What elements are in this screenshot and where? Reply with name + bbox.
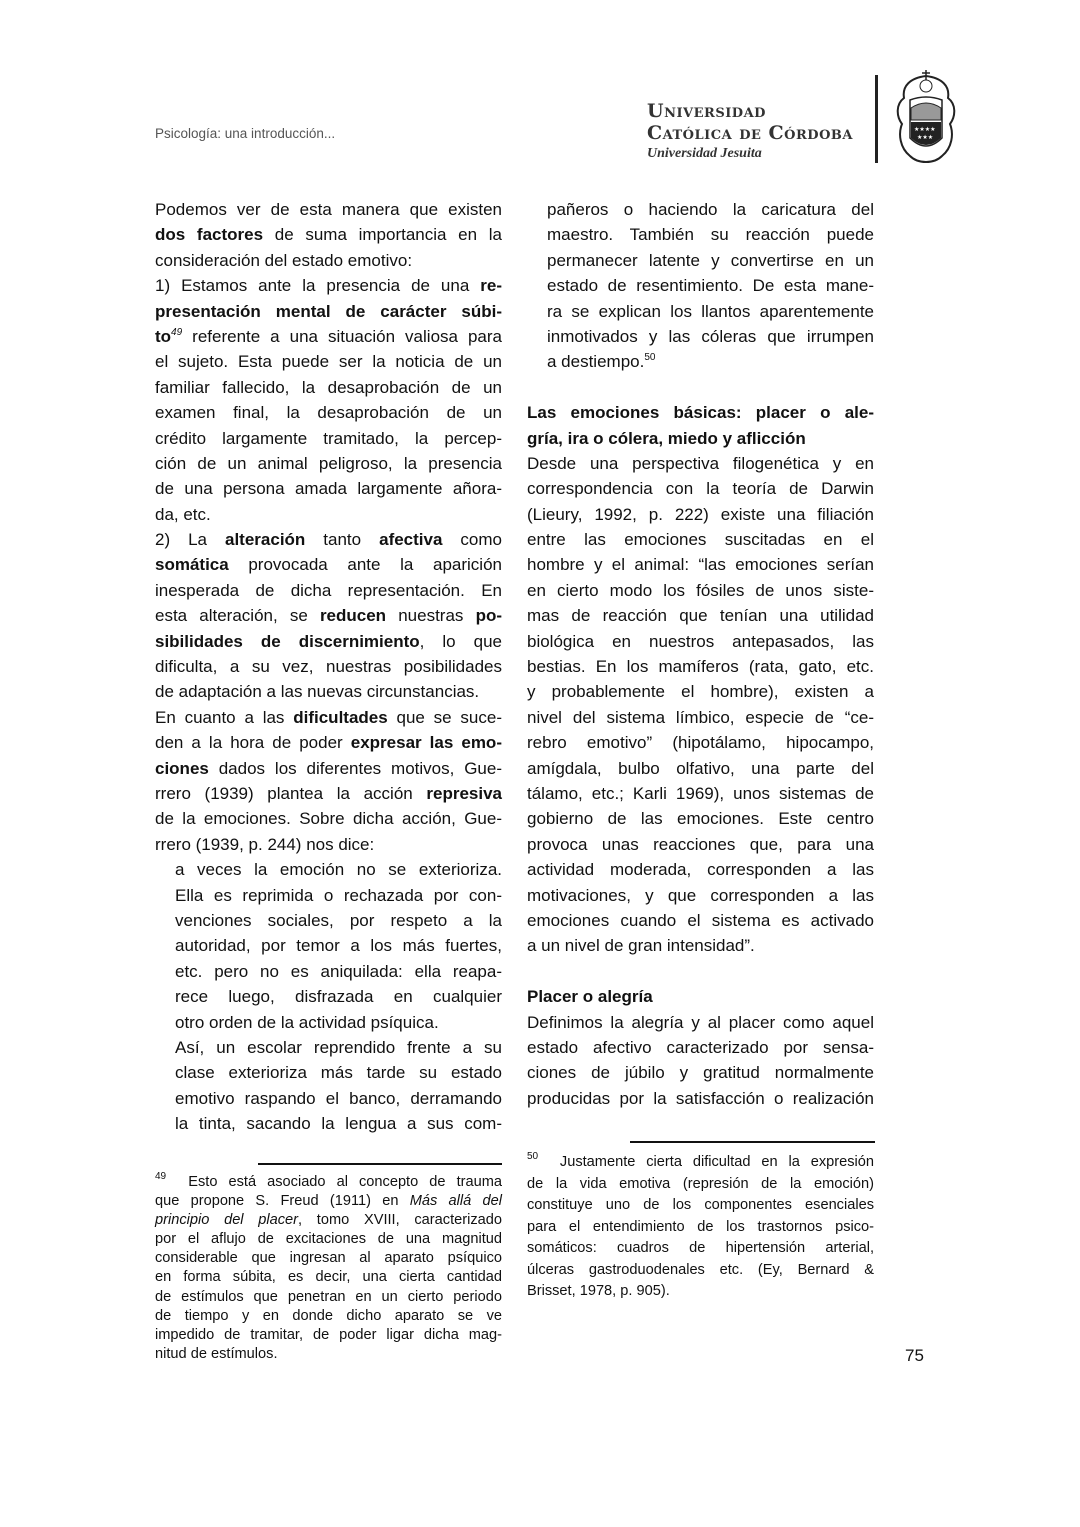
text-line xyxy=(155,552,502,577)
text-run: que se suce- xyxy=(387,707,502,727)
text-line xyxy=(155,400,502,425)
text-line xyxy=(155,197,502,222)
text-run: rece luego, disfrazada en cualquier xyxy=(175,987,502,1007)
text-run: venciones sociales, por respeto a la xyxy=(175,910,502,930)
running-title: Psicología: una introducción... xyxy=(155,126,336,141)
text-line xyxy=(527,426,874,451)
text-line xyxy=(155,781,502,806)
text-run: emotivo raspando el banco, derramando xyxy=(175,1088,502,1108)
text-line xyxy=(527,1152,874,1174)
text-line xyxy=(527,1238,874,1260)
text-run: , lo que xyxy=(419,631,502,651)
text-line xyxy=(527,527,874,552)
text-run: de suma importancia en la xyxy=(263,225,503,245)
svg-text:★★★: ★★★ xyxy=(917,134,934,141)
text-run: nuestras xyxy=(386,606,476,626)
text-run: familiar fallecido, la desaprobación de un xyxy=(155,377,502,397)
text-run: gría, ira o cólera, miedo y aflicción xyxy=(527,428,806,448)
paragraph xyxy=(155,273,502,527)
text-line xyxy=(155,1268,502,1287)
text-run: estado afectivo caracterizado por sensa- xyxy=(527,1037,874,1057)
footnote-ref: 50 xyxy=(527,1151,539,1162)
text-run: provoca unas reacciones que, para una xyxy=(527,834,874,854)
text-line xyxy=(155,756,502,781)
text-line xyxy=(527,933,874,958)
text-run: Brisset, 1978, p. 905). xyxy=(527,1283,670,1299)
text-line xyxy=(155,1288,502,1307)
text-line xyxy=(155,1345,502,1364)
university-wordmark xyxy=(647,100,853,162)
text-line xyxy=(527,1217,874,1239)
bold-text: represiva xyxy=(426,783,502,803)
text-line xyxy=(155,426,502,451)
text-run: de una persona amada largamente añora- xyxy=(155,479,502,499)
text-line xyxy=(527,1010,874,1035)
text-run: permanecer latente y convertirse en un xyxy=(547,250,874,270)
text-run: en cierto modo los fósiles de unos siste- xyxy=(527,580,874,600)
text-line xyxy=(527,1174,874,1196)
footnote-ref: 49 xyxy=(155,1171,167,1182)
text-run: den a la hora de poder xyxy=(155,733,351,753)
text-line xyxy=(527,1060,874,1085)
text-run: mas de reacción que tenían una utilidad xyxy=(527,606,874,626)
text-run: Definimos la alegría y al placer como aquel xyxy=(527,1012,874,1032)
text-line xyxy=(155,654,502,679)
text-run: inmotivados y las cóleras que irrumpen xyxy=(547,326,874,346)
text-line xyxy=(155,1211,502,1230)
section-heading xyxy=(527,984,874,1009)
text-run: Las emociones básicas: placer o ale- xyxy=(527,403,874,423)
text-run: 1) Estamos ante la presencia de una xyxy=(155,276,481,296)
text-run: 2) La xyxy=(155,530,225,550)
text-run: producidas por la satisfacción o realización xyxy=(527,1088,874,1108)
text-line xyxy=(527,603,874,628)
footnote-ref: 49 xyxy=(171,326,183,338)
paragraph xyxy=(527,1010,874,1112)
text-run: maestro. También su reacción puede xyxy=(547,225,874,245)
text-run: constituye uno de los componentes esenciales xyxy=(527,1197,874,1213)
text-run: y probablemente el hombre), existen a xyxy=(527,682,874,702)
bold-text: presentación mental de carácter súbi- xyxy=(155,301,502,321)
text-run: consideración del estado emotivo: xyxy=(155,250,413,270)
text-line xyxy=(155,959,502,984)
text-line xyxy=(527,349,874,374)
text-line xyxy=(155,527,502,552)
text-line xyxy=(155,1249,502,1268)
italic-text: Más allá del xyxy=(409,1193,503,1210)
text-run: gobierno de las emociones. Este centro xyxy=(527,809,874,829)
text-run: dados los diferentes motivos, Gue- xyxy=(208,758,502,778)
bold-text: expresar las emo- xyxy=(350,733,502,753)
text-line xyxy=(155,1326,502,1345)
bold-text: to xyxy=(155,326,172,346)
text-run: , tomo XVIII, caracterizado xyxy=(298,1212,502,1229)
text-line xyxy=(527,908,874,933)
text-line xyxy=(527,273,874,298)
text-line xyxy=(155,1060,502,1085)
text-run: de la emociones. Sobre dicha acción, Gue- xyxy=(155,809,502,829)
text-line xyxy=(527,705,874,730)
text-line xyxy=(155,502,502,527)
text-run: biológica en nuestros antepasados, las xyxy=(527,631,874,651)
bold-text: re- xyxy=(480,276,502,296)
text-run: Así, un escolar reprendido frente a su xyxy=(175,1037,502,1057)
text-run: para el entendimiento de los trastornos psico- xyxy=(527,1218,874,1235)
text-line xyxy=(155,222,502,247)
text-line xyxy=(527,197,874,222)
text-line xyxy=(155,1086,502,1111)
bold-text: reducen xyxy=(319,606,387,626)
text-run: examen final, la desaprobación de un xyxy=(155,403,502,423)
text-run: impedido de tramitar, de poder ligar dicha mag- xyxy=(155,1326,502,1343)
text-run: (Lieury, 1992, p. 222) existe una filiación xyxy=(527,504,874,524)
bold-text: afectiva xyxy=(379,530,443,550)
text-line xyxy=(155,273,502,298)
text-run: ción de un animal peligroso, la presencia xyxy=(155,453,502,473)
text-run: motivaciones, y que corresponden a las xyxy=(527,885,874,905)
text-run: nitud de estímulos. xyxy=(155,1345,278,1362)
text-line xyxy=(155,451,502,476)
text-line xyxy=(527,730,874,755)
university-tagline: Universidad Jesuita xyxy=(647,146,762,161)
university-name-line1: Universidad xyxy=(647,100,766,122)
text-line xyxy=(527,806,874,831)
text-line xyxy=(155,375,502,400)
text-run: tálamo, etc.; Karli 1969), unos sistemas de xyxy=(527,783,874,803)
text-run: clase exterioriza más tarde su estado xyxy=(175,1063,502,1083)
text-run: a un nivel de gran intensidad”. xyxy=(527,936,755,956)
text-run: da, etc. xyxy=(155,504,211,524)
text-run: Ella es reprimida o rechazada por con- xyxy=(175,885,502,905)
text-line xyxy=(527,299,874,324)
footnote-rule-right xyxy=(630,1141,875,1143)
text-run: nivel del sistema límbico, especie de “ce- xyxy=(527,707,874,727)
right-column xyxy=(527,197,874,1111)
block-quote xyxy=(155,857,502,1035)
footnote-ref: 50 xyxy=(644,352,656,364)
text-line xyxy=(155,730,502,755)
text-line xyxy=(527,222,874,247)
svg-text:★★★★: ★★★★ xyxy=(914,126,936,133)
text-run: etc. pero no es aniquilada: ella reapa- xyxy=(175,961,502,981)
bold-text: po- xyxy=(475,606,502,626)
text-line xyxy=(527,400,874,425)
text-run: bestias. En los mamíferos (rata, gato, etc. xyxy=(527,657,874,677)
text-run: referente a una situación valiosa para xyxy=(182,326,502,346)
text-run: considerable que ingresan al aparato psíquico xyxy=(155,1250,502,1267)
text-run: a destiempo. xyxy=(547,352,645,372)
text-run: Podemos ver de esta manera que existen xyxy=(155,200,502,219)
text-line xyxy=(155,933,502,958)
text-line xyxy=(527,1195,874,1217)
text-line xyxy=(155,806,502,831)
text-run: úlceras gastroduodenales etc. (Ey, Bernard & xyxy=(527,1261,874,1278)
text-line xyxy=(527,629,874,654)
text-run: tanto xyxy=(305,530,380,550)
text-run: actividad moderada, corresponden a las xyxy=(527,860,874,880)
text-line xyxy=(527,248,874,273)
bold-text: dificultades xyxy=(293,707,388,727)
text-line xyxy=(155,1035,502,1060)
text-line xyxy=(527,324,874,349)
text-line xyxy=(155,1111,502,1136)
text-line xyxy=(527,1035,874,1060)
text-run: dificulta, a su vez, nuestras posibilidades xyxy=(155,657,502,677)
text-line xyxy=(155,984,502,1009)
text-run: ciones de júbilo y gratitud normalmente xyxy=(527,1063,874,1083)
text-run: otro orden de la actividad psíquica. xyxy=(175,1012,439,1032)
text-run: amígdala, bulbo olfativo, una parte del xyxy=(527,758,874,778)
text-line xyxy=(527,654,874,679)
text-line xyxy=(527,857,874,882)
text-line xyxy=(527,832,874,857)
text-line xyxy=(527,781,874,806)
text-run: en forma súbita, es decir, una cierta cantidad xyxy=(155,1269,502,1286)
text-run: rebro emotivo” (hipotálamo, hipocampo, xyxy=(527,733,874,753)
text-run: ra se explican los llantos aparentemente xyxy=(547,301,874,321)
text-line xyxy=(155,705,502,730)
page-number: 75 xyxy=(905,1346,924,1365)
text-line xyxy=(527,756,874,781)
section-heading xyxy=(527,400,874,451)
left-column xyxy=(155,197,502,1136)
paragraph xyxy=(155,705,502,857)
bold-text: somática xyxy=(155,555,229,575)
bold-text: sibilidades de discernimiento xyxy=(155,631,420,651)
text-run: de la vida emotiva (represión de la emoción) xyxy=(527,1175,874,1192)
text-line xyxy=(155,1192,502,1211)
text-run: como xyxy=(442,530,502,550)
text-line xyxy=(527,984,874,1009)
text-run: esta alteración, se xyxy=(155,606,320,626)
text-run: hombre y el animal: “las emociones serían xyxy=(527,555,874,575)
bold-text: dos factores xyxy=(155,225,264,245)
text-line xyxy=(155,1307,502,1326)
paragraph xyxy=(155,527,502,705)
text-line xyxy=(155,324,502,349)
text-run: inesperada de dicha representación. En xyxy=(155,580,502,600)
text-run: somáticos: cuadros de hipertensión arterial, xyxy=(527,1240,874,1256)
text-line xyxy=(527,679,874,704)
footnote-50 xyxy=(527,1152,874,1303)
text-run: emociones cuando el sistema es activado xyxy=(527,910,874,930)
text-line xyxy=(155,629,502,654)
block-quote xyxy=(527,197,874,375)
text-line xyxy=(527,1260,874,1282)
text-run: de estímulos que penetran en un cierto periodo xyxy=(155,1288,502,1305)
text-line xyxy=(155,679,502,704)
text-run: Justamente cierta dificultad en la expresión xyxy=(538,1154,874,1170)
text-line xyxy=(155,908,502,933)
text-run: el sujeto. Esta puede ser la noticia de un xyxy=(155,352,502,372)
text-line xyxy=(155,248,502,273)
text-run: pañeros o haciendo la caricatura del xyxy=(547,200,874,219)
footnote-rule-left xyxy=(258,1163,502,1165)
text-run: correspondencia con la teoría de Darwin xyxy=(527,479,874,499)
text-line xyxy=(155,1010,502,1035)
paragraph xyxy=(155,197,502,273)
text-line xyxy=(155,603,502,628)
university-name-line2: Católica de Córdoba xyxy=(647,122,853,144)
bold-text: alteración xyxy=(225,530,306,550)
text-line xyxy=(155,299,502,324)
text-line xyxy=(527,1281,874,1303)
text-line xyxy=(155,1230,502,1249)
university-crest-logo xyxy=(890,68,962,168)
text-line xyxy=(155,349,502,374)
text-run: estado de resentimiento. De esta mane- xyxy=(547,276,874,296)
text-line xyxy=(527,552,874,577)
text-line xyxy=(527,883,874,908)
text-run: a veces la emoción no se exterioriza. xyxy=(175,860,502,880)
text-run: rrero (1939) plantea la acción xyxy=(155,783,427,803)
text-line xyxy=(155,883,502,908)
text-run: de adaptación a las nuevas circunstancias. xyxy=(155,682,480,702)
block-quote xyxy=(155,1035,502,1137)
text-run: de tiempo y en donde dicho aparato se ve xyxy=(155,1307,502,1324)
text-line xyxy=(155,476,502,501)
text-run: Placer o alegría xyxy=(527,987,653,1007)
text-run: entre las emociones suscitadas en el xyxy=(527,530,874,550)
text-run: por el aflujo de excitaciones de una magnitud xyxy=(155,1231,502,1248)
text-run: rrero (1939, p. 244) nos dice: xyxy=(155,834,375,854)
text-line xyxy=(527,578,874,603)
text-line xyxy=(155,832,502,857)
text-line xyxy=(527,502,874,527)
footnote-49 xyxy=(155,1173,502,1364)
paragraph xyxy=(527,451,874,959)
text-run: Esto está asociado al concepto de trauma xyxy=(166,1174,502,1190)
text-run: crédito largamente tramitado, la percep- xyxy=(155,428,502,448)
bold-text: ciones xyxy=(155,758,209,778)
text-run: la tinta, sacando la lengua a sus com- xyxy=(175,1114,502,1134)
text-line xyxy=(527,451,874,476)
header-divider xyxy=(875,75,878,163)
text-run: autoridad, por temor a los más fuertes, xyxy=(175,936,502,956)
text-run: que propone S. Freud (1911) en xyxy=(155,1193,410,1210)
text-line xyxy=(527,476,874,501)
text-line xyxy=(155,857,502,882)
text-line xyxy=(155,578,502,603)
text-line xyxy=(155,1173,502,1192)
text-run: Desde una perspectiva filogenética y en xyxy=(527,453,874,473)
text-run: En cuanto a las xyxy=(155,707,294,727)
italic-text: principio del placer xyxy=(155,1212,299,1229)
text-run: provocada ante la aparición xyxy=(228,555,502,575)
text-line xyxy=(527,1086,874,1111)
